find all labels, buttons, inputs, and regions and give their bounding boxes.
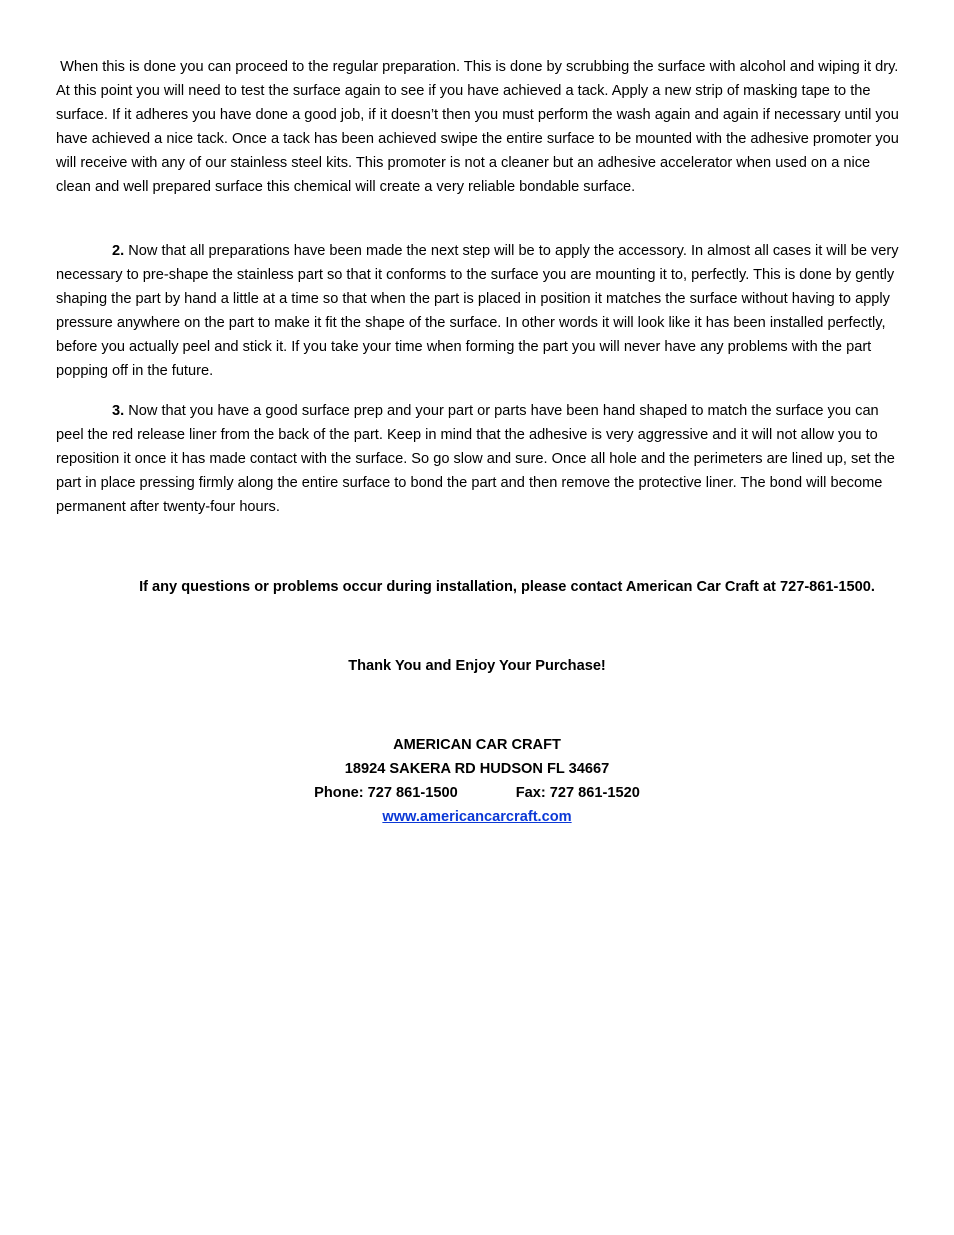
company-phone-fax: [0, 781, 954, 805]
step-2-number: 2.: [112, 243, 125, 259]
company-fax: Fax: 727 861-1520: [515, 785, 640, 801]
company-address: 18924 SAKERA RD HUDSON FL 34667: [344, 761, 610, 777]
company-name: AMERICAN CAR CRAFT: [393, 737, 561, 753]
thank-you-message: Thank You and Enjoy Your Purchase!: [348, 658, 606, 674]
paragraph-step-2: [56, 239, 902, 383]
contact-note: If any questions or problems occur during installation, please contact American Car Craft at 727-861-1500.: [139, 579, 875, 595]
company-phone: Phone: 727 861-1500: [314, 785, 458, 801]
step-3-text: Now that you have a good surface prep and your part or parts have been hand shaped to match the surface you can peel the red release liner from the back of the part. Keep in mind that the adhesive is very aggressive and it will not allow you to reposition it once it has made contact with the surface. So go slow and sure. Once all hole and the perimeters are lined up, set the part in place pressing firmly along the entire surface to bond the part and then remove the protective liner. The bond will become permanent after twenty-four hours.: [56, 403, 895, 515]
paragraph-step-3: [56, 399, 902, 519]
paragraph-surface-preparation: [56, 55, 902, 199]
paragraph-1-text: When this is done you can proceed to the regular preparation. This is done by scrubbing the surface with alcohol and wiping it dry. At this point you will need to test the surface again to see if you have achieved a tack. Apply a new strip of masking tape to the surface. If it adheres you have done a good job, if it doesn’t then you must perform the wash again and again if necessary until you have achieved a nice tack. Once a tack has been achieved swipe the entire surface to be mounted with the adhesive promoter you will receive with any of our stainless steel kits. This promoter is not a cleaner but an adhesive accelerator when used on a nice clean and well prepared surface this chemical will create a very reliable bondable surface.: [56, 59, 899, 195]
step-2-text: Now that all preparations have been made the next step will be to apply the accessory. In almost all cases it will be very necessary to pre-shape the stainless part so that it conforms to the surface you are mounting it to, perfectly. This is done by gently shaping the part by hand a little at a time so that when the part is placed in position it matches the surface without having to apply pressure anywhere on the part to make it fit the shape of the surface. In other words it will look like it has been installed perfectly, before you actually peel and stick it. If you take your time when forming the part you will never have any problems with the part popping off in the future.: [56, 243, 899, 379]
company-website-link[interactable]: www.americancarcraft.com: [382, 809, 572, 825]
company-website-line: [0, 805, 954, 829]
step-3-number: 3.: [112, 403, 125, 419]
